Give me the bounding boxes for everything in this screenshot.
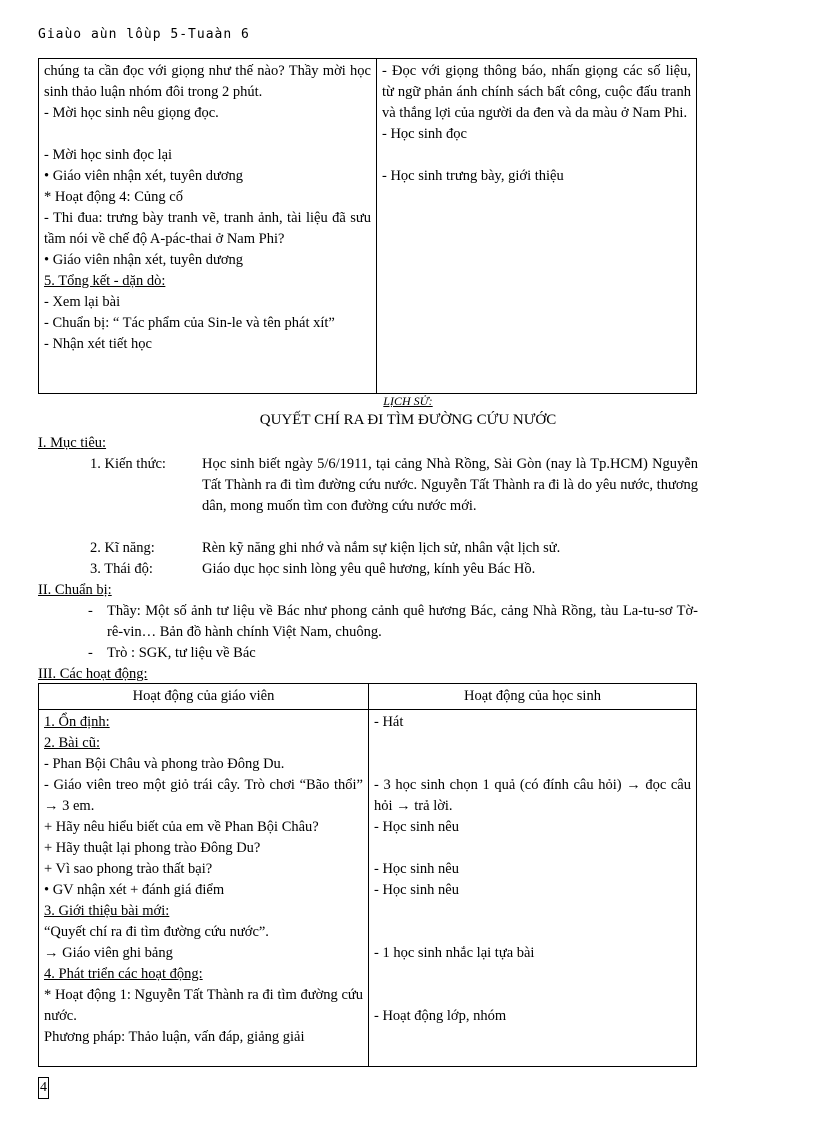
prep-teacher: Thầy: Một số ảnh tư liệu về Bác như phong cảnh quê hương Bác, cảng Nhà Rồng, tàu La-tu-sơ Tờ-rê-vin… Bản đồ hành chính Việt Nam, chuông. (107, 603, 698, 640)
table-line: - Hát (374, 714, 404, 730)
dash-marker: - (88, 645, 93, 661)
student-column (377, 59, 697, 394)
table-line: - Giáo viên treo một giỏ trái cây. Trò chơi “Bão thổi” → 3 em. (44, 777, 363, 814)
prep-student: Trò : SGK, tư liệu về Bác (107, 645, 256, 661)
table-line (374, 733, 691, 754)
table-line: - Học sinh nêu (374, 882, 459, 898)
table-line (374, 901, 691, 922)
table-line (374, 754, 691, 775)
table-line (44, 124, 371, 145)
objective-text: Giáo dục học sinh lòng yêu quê hương, kính yêu Bác Hồ. (202, 561, 536, 577)
table-line: * Hoạt động 1: Nguyễn Tất Thành ra đi tìm đường cứu nước. (44, 987, 363, 1024)
section-heading: 5. Tổng kết - dặn dò: (44, 273, 166, 289)
table-line: chúng ta cần đọc với giọng như thế nào? Thầy mời học sinh thảo luận nhóm đôi trong 2 phút. (44, 63, 371, 100)
table-line: • Giáo viên nhận xét, tuyên dương (44, 252, 243, 268)
table-line (382, 145, 691, 166)
table-line: - Chuẩn bị: “ Tác phẩm của Sin-le và tên phát xít” (44, 315, 335, 331)
table-line (374, 964, 691, 985)
table-line: • Giáo viên nhận xét, tuyên dương (44, 168, 243, 184)
objective-label: 3. Thái độ: (90, 561, 153, 577)
dash-marker: - (88, 603, 93, 619)
table-line: + Vì sao phong trào thất bại? (44, 861, 213, 877)
table-line: - 3 học sinh chọn 1 quả (có đính câu hỏi) → đọc câu hỏi → trả lời. (374, 777, 691, 814)
objectives-heading: I. Mục tiêu: (38, 435, 107, 451)
lesson-table-top (38, 58, 697, 394)
table-line: - Học sinh nêu (374, 819, 459, 835)
page-number: 4 (38, 1077, 49, 1099)
table-line: 3. Giới thiệu bài mới: (44, 903, 170, 919)
page-header: Giaùo aùn lôùp 5-Tuaàn 6 (38, 27, 250, 42)
activities-heading: III. Các hoạt động: (38, 666, 148, 682)
activities-table (38, 683, 697, 1067)
table-line: - Học sinh nêu (374, 861, 459, 877)
objective-text: Rèn kỹ năng ghi nhớ và nắm sự kiện lịch sử, nhân vật lịch sử. (202, 540, 561, 556)
teacher-activities (39, 710, 369, 1067)
objective-label: 1. Kiến thức: (90, 456, 166, 472)
table-line: 2. Bài cũ: (44, 735, 100, 751)
column-header-student: Hoạt động của học sinh (369, 684, 697, 710)
student-activities (369, 710, 697, 1067)
table-line: - Nhận xét tiết học (44, 336, 152, 352)
table-line: - 1 học sinh nhắc lại tựa bài (374, 945, 535, 961)
lesson-title: QUYẾT CHÍ RA ĐI TÌM ĐƯỜNG CỨU NƯỚC (259, 412, 557, 428)
table-line: • GV nhận xét + đánh giá điểm (44, 882, 225, 898)
table-line: - Xem lại bài (44, 294, 121, 310)
table-line: - Đọc với giọng thông báo, nhấn giọng các số liệu, từ ngữ phản ánh chính sách bất công, cuộc đấu tranh và thắng lợi của người da đen và da màu ở Nam Phi. (382, 63, 691, 121)
table-line: - Học sinh đọc (382, 126, 467, 142)
table-line: “Quyết chí ra đi tìm đường cứu nước”. (44, 924, 269, 940)
prep-heading: II. Chuẩn bị: (38, 582, 112, 598)
table-line: - Phan Bội Châu và phong trào Đông Du. (44, 756, 285, 772)
table-line (374, 922, 691, 943)
table-line: - Mời học sinh nêu giọng đọc. (44, 105, 219, 121)
table-line (374, 838, 691, 859)
table-line: - Mời học sinh đọc lại (44, 147, 173, 163)
table-line: + Hãy thuật lại phong trào Đông Du? (44, 840, 261, 856)
table-line: - Thi đua: trưng bày tranh vẽ, tranh ảnh, tài liệu đã sưu tầm nói về chế độ A-pác-thai ở Nam Phi? (44, 210, 371, 247)
objective-label: 2. Kĩ năng: (90, 540, 155, 556)
table-line: Phương pháp: Thảo luận, vấn đáp, giảng giải (44, 1029, 305, 1045)
table-line: → Giáo viên ghi bảng (44, 945, 173, 961)
table-line (374, 985, 691, 1006)
subject-label: LỊCH SỬ: (383, 394, 433, 408)
objective-text: Học sinh biết ngày 5/6/1911, tại cảng Nhà Rồng, Sài Gòn (nay là Tp.HCM) Nguyễn Tất Thành ra đi tìm đường cứu nước. Nguyễn Tất Thành ra đi là do yêu nước, thương dân, mong muốn tìm con đường cứu nước mới. (202, 456, 698, 514)
table-line: + Hãy nêu hiểu biết của em về Phan Bội Châu? (44, 819, 319, 835)
table-line: 1. Ổn định: (44, 714, 110, 730)
table-line: - Học sinh trưng bày, giới thiệu (382, 168, 564, 184)
table-line: 4. Phát triển các hoạt động: (44, 966, 203, 982)
teacher-column (39, 59, 377, 394)
column-header-teacher: Hoạt động của giáo viên (39, 684, 369, 710)
table-line: * Hoạt động 4: Củng cố (44, 189, 183, 205)
table-line: - Hoạt động lớp, nhóm (374, 1008, 507, 1024)
